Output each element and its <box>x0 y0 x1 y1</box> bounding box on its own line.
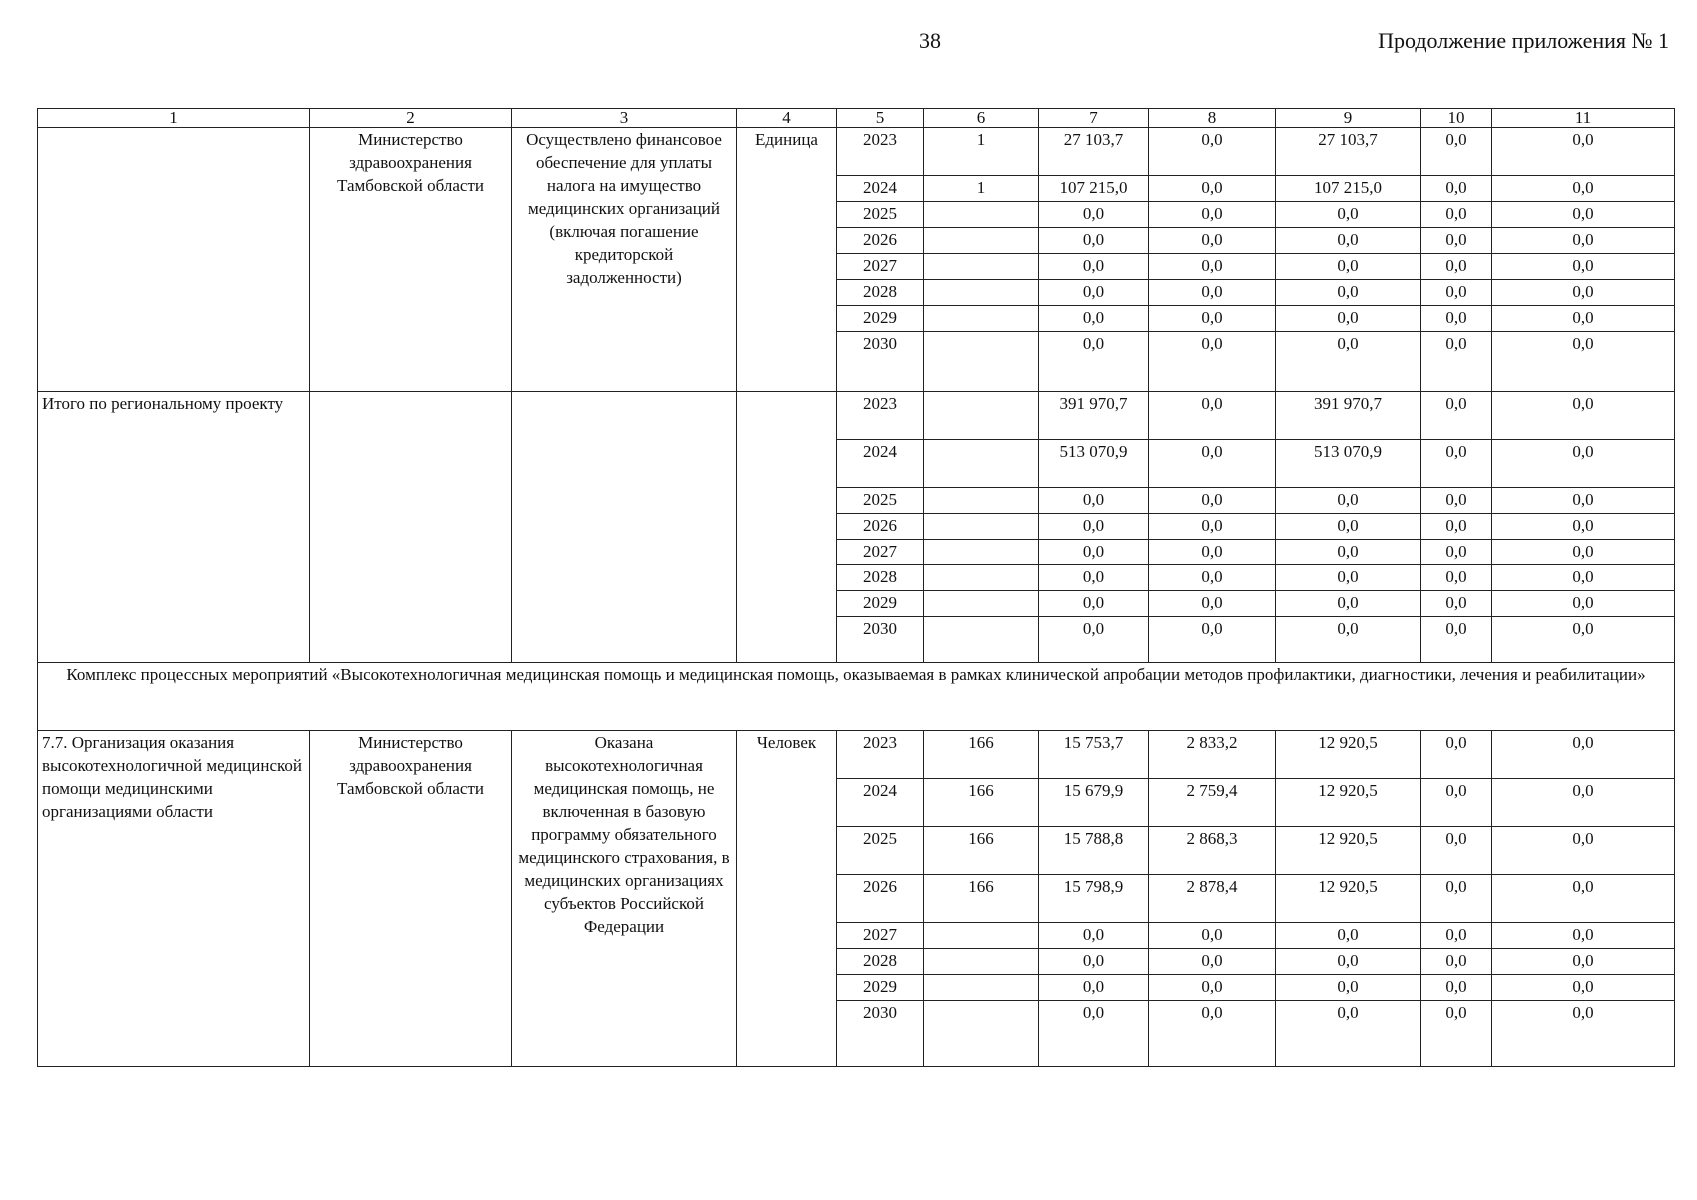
cell-amount: 0,0 <box>1276 923 1421 949</box>
cell-amount: 0,0 <box>1149 539 1276 565</box>
cell-amount: 0,0 <box>1421 779 1492 827</box>
cell-year: 2028 <box>837 949 924 975</box>
cell-amount: 0,0 <box>1492 391 1675 439</box>
cell-amount: 0,0 <box>1276 617 1421 663</box>
cell-year: 2029 <box>837 591 924 617</box>
cell-amount: 0,0 <box>1149 227 1276 253</box>
cell-amount: 15 753,7 <box>1039 731 1149 779</box>
cell-amount: 0,0 <box>1421 565 1492 591</box>
cell-amount: 0,0 <box>1149 923 1276 949</box>
cell-year: 2023 <box>837 731 924 779</box>
cell-value <box>924 591 1039 617</box>
cell-amount: 27 103,7 <box>1039 128 1149 176</box>
cell-year: 2026 <box>837 875 924 923</box>
cell-amount: 0,0 <box>1276 513 1421 539</box>
cell-amount: 0,0 <box>1492 176 1675 202</box>
cell-amount: 0,0 <box>1421 949 1492 975</box>
cell-amount: 0,0 <box>1149 487 1276 513</box>
cell-amount: 0,0 <box>1421 513 1492 539</box>
cell-amount: 0,0 <box>1149 949 1276 975</box>
cell-amount: 0,0 <box>1276 487 1421 513</box>
cell-amount: 0,0 <box>1492 305 1675 331</box>
cell-amount: 0,0 <box>1421 279 1492 305</box>
cell-amount: 0,0 <box>1276 565 1421 591</box>
cell-amount: 0,0 <box>1492 875 1675 923</box>
cell-amount: 0,0 <box>1421 253 1492 279</box>
cell-amount: 0,0 <box>1421 539 1492 565</box>
cell-amount: 0,0 <box>1421 331 1492 391</box>
cell-amount: 0,0 <box>1421 227 1492 253</box>
col-header: 7 <box>1039 109 1149 128</box>
cell-year: 2026 <box>837 227 924 253</box>
cell-amount: 0,0 <box>1149 391 1276 439</box>
cell-value: 166 <box>924 731 1039 779</box>
cell-unit: Человек <box>737 731 837 1067</box>
cell-amount: 0,0 <box>1421 391 1492 439</box>
cell-year: 2027 <box>837 539 924 565</box>
cell-year: 2024 <box>837 176 924 202</box>
cell-value: 1 <box>924 176 1039 202</box>
cell-amount: 0,0 <box>1421 176 1492 202</box>
cell-amount: 0,0 <box>1039 253 1149 279</box>
cell-amount: 0,0 <box>1276 253 1421 279</box>
cell-year: 2029 <box>837 975 924 1001</box>
cell-result: Осуществлено финансовое обеспечение для уплаты налога на имущество медицинских организаций (включая погашение кредиторской задолженности) <box>512 128 737 392</box>
cell-amount: 0,0 <box>1039 591 1149 617</box>
section-banner-row <box>38 663 1675 731</box>
cell-amount: 391 970,7 <box>1276 391 1421 439</box>
cell-amount: 0,0 <box>1421 827 1492 875</box>
cell-year: 2030 <box>837 617 924 663</box>
cell-year: 2029 <box>837 305 924 331</box>
cell-amount: 0,0 <box>1039 201 1149 227</box>
cell-amount: 0,0 <box>1039 923 1149 949</box>
section-banner: Комплекс процессных мероприятий «Высокотехнологичная медицинская помощь и медицинская помощь, оказываемая в рамках клинической апробации методов профилактики, диагностики, лечения и реабилитации» <box>38 663 1675 731</box>
cell-amount: 0,0 <box>1039 949 1149 975</box>
cell-value <box>924 513 1039 539</box>
cell-amount: 0,0 <box>1276 227 1421 253</box>
cell-amount: 2 833,2 <box>1149 731 1276 779</box>
cell-amount: 0,0 <box>1039 617 1149 663</box>
cell-value <box>924 617 1039 663</box>
cell-activity <box>38 128 310 392</box>
cell-year: 2024 <box>837 439 924 487</box>
col-header: 5 <box>837 109 924 128</box>
cell-value <box>924 539 1039 565</box>
cell-result: Оказана высокотехнологичная медицинская помощь, не включенная в базовую программу обязательного медицинского страхования, в медицинских организациях субъектов Российской Федерации <box>512 731 737 1067</box>
cell-amount: 0,0 <box>1421 975 1492 1001</box>
cell-result <box>512 391 737 663</box>
cell-year: 2023 <box>837 391 924 439</box>
cell-value <box>924 949 1039 975</box>
cell-amount: 107 215,0 <box>1276 176 1421 202</box>
cell-amount: 0,0 <box>1149 128 1276 176</box>
cell-amount: 0,0 <box>1492 949 1675 975</box>
cell-amount: 0,0 <box>1149 201 1276 227</box>
cell-amount: 27 103,7 <box>1276 128 1421 176</box>
cell-amount: 0,0 <box>1421 591 1492 617</box>
cell-amount: 0,0 <box>1276 1001 1421 1067</box>
cell-amount: 0,0 <box>1039 227 1149 253</box>
cell-amount: 0,0 <box>1492 731 1675 779</box>
page-number: 38 <box>919 28 941 53</box>
cell-amount: 12 920,5 <box>1276 875 1421 923</box>
cell-amount: 0,0 <box>1149 513 1276 539</box>
cell-activity: 7.7. Организация оказания высокотехнологичной медицинской помощи медицинскими организациями области <box>38 731 310 1067</box>
cell-amount: 0,0 <box>1492 923 1675 949</box>
cell-value <box>924 279 1039 305</box>
col-header: 2 <box>310 109 512 128</box>
table-row <box>38 391 1675 439</box>
cell-amount: 0,0 <box>1421 1001 1492 1067</box>
cell-amount: 0,0 <box>1421 201 1492 227</box>
col-header: 8 <box>1149 109 1276 128</box>
cell-amount: 0,0 <box>1492 975 1675 1001</box>
cell-value: 1 <box>924 128 1039 176</box>
cell-amount: 0,0 <box>1492 539 1675 565</box>
cell-amount: 0,0 <box>1276 591 1421 617</box>
cell-amount: 0,0 <box>1276 279 1421 305</box>
cell-amount: 0,0 <box>1039 279 1149 305</box>
cell-value <box>924 305 1039 331</box>
column-number-row <box>38 109 1675 128</box>
cell-value <box>924 391 1039 439</box>
cell-year: 2024 <box>837 779 924 827</box>
cell-amount: 0,0 <box>1276 949 1421 975</box>
cell-amount: 0,0 <box>1276 975 1421 1001</box>
cell-amount: 0,0 <box>1492 331 1675 391</box>
cell-amount: 107 215,0 <box>1039 176 1149 202</box>
cell-year: 2025 <box>837 201 924 227</box>
cell-year: 2027 <box>837 253 924 279</box>
cell-amount: 391 970,7 <box>1039 391 1149 439</box>
cell-year: 2025 <box>837 827 924 875</box>
cell-amount: 0,0 <box>1492 513 1675 539</box>
cell-amount: 0,0 <box>1276 201 1421 227</box>
cell-amount: 0,0 <box>1492 1001 1675 1067</box>
cell-amount: 0,0 <box>1421 617 1492 663</box>
cell-amount: 0,0 <box>1421 731 1492 779</box>
cell-year: 2023 <box>837 128 924 176</box>
cell-amount: 0,0 <box>1492 591 1675 617</box>
cell-year: 2026 <box>837 513 924 539</box>
cell-amount: 0,0 <box>1039 1001 1149 1067</box>
cell-amount: 0,0 <box>1149 305 1276 331</box>
cell-amount: 0,0 <box>1492 439 1675 487</box>
cell-value: 166 <box>924 875 1039 923</box>
cell-amount: 0,0 <box>1039 331 1149 391</box>
cell-activity: Итого по региональному проекту <box>38 391 310 663</box>
cell-amount: 0,0 <box>1276 539 1421 565</box>
cell-value <box>924 487 1039 513</box>
cell-amount: 513 070,9 <box>1276 439 1421 487</box>
table-row <box>38 128 1675 176</box>
cell-amount: 0,0 <box>1039 487 1149 513</box>
cell-amount: 0,0 <box>1492 565 1675 591</box>
col-header: 4 <box>737 109 837 128</box>
cell-amount: 0,0 <box>1492 253 1675 279</box>
cell-year: 2030 <box>837 331 924 391</box>
cell-value <box>924 439 1039 487</box>
cell-value: 166 <box>924 827 1039 875</box>
col-header: 9 <box>1276 109 1421 128</box>
cell-amount: 2 878,4 <box>1149 875 1276 923</box>
cell-amount: 0,0 <box>1039 565 1149 591</box>
cell-value <box>924 201 1039 227</box>
annex-title: Продолжение приложения № 1 <box>1378 28 1669 53</box>
cell-amount: 0,0 <box>1039 305 1149 331</box>
cell-amount: 0,0 <box>1492 617 1675 663</box>
cell-amount: 0,0 <box>1039 513 1149 539</box>
cell-amount: 0,0 <box>1276 331 1421 391</box>
cell-value: 166 <box>924 779 1039 827</box>
cell-year: 2027 <box>837 923 924 949</box>
cell-executor <box>310 391 512 663</box>
cell-amount: 0,0 <box>1492 487 1675 513</box>
cell-amount: 2 868,3 <box>1149 827 1276 875</box>
cell-year: 2028 <box>837 279 924 305</box>
cell-amount: 0,0 <box>1149 565 1276 591</box>
cell-amount: 0,0 <box>1421 923 1492 949</box>
cell-amount: 0,0 <box>1421 487 1492 513</box>
cell-unit <box>737 391 837 663</box>
cell-value <box>924 253 1039 279</box>
cell-amount: 15 679,9 <box>1039 779 1149 827</box>
cell-value <box>924 1001 1039 1067</box>
cell-amount: 0,0 <box>1039 975 1149 1001</box>
cell-year: 2025 <box>837 487 924 513</box>
cell-amount: 2 759,4 <box>1149 779 1276 827</box>
cell-amount: 0,0 <box>1149 975 1276 1001</box>
cell-amount: 15 788,8 <box>1039 827 1149 875</box>
cell-year: 2028 <box>837 565 924 591</box>
cell-amount: 513 070,9 <box>1039 439 1149 487</box>
cell-amount: 0,0 <box>1149 439 1276 487</box>
table-row <box>38 731 1675 779</box>
col-header: 11 <box>1492 109 1675 128</box>
cell-amount: 0,0 <box>1039 539 1149 565</box>
cell-value <box>924 975 1039 1001</box>
cell-amount: 0,0 <box>1421 875 1492 923</box>
budget-table <box>37 108 1675 1067</box>
cell-amount: 0,0 <box>1492 827 1675 875</box>
cell-amount: 0,0 <box>1492 128 1675 176</box>
cell-amount: 0,0 <box>1421 305 1492 331</box>
col-header: 3 <box>512 109 737 128</box>
cell-amount: 0,0 <box>1492 779 1675 827</box>
cell-amount: 0,0 <box>1149 591 1276 617</box>
cell-amount: 12 920,5 <box>1276 731 1421 779</box>
cell-amount: 12 920,5 <box>1276 827 1421 875</box>
cell-executor: Министерство здравоохранения Тамбовской области <box>310 731 512 1067</box>
cell-year: 2030 <box>837 1001 924 1067</box>
cell-amount: 0,0 <box>1492 279 1675 305</box>
col-header: 1 <box>38 109 310 128</box>
cell-amount: 0,0 <box>1276 305 1421 331</box>
cell-value <box>924 923 1039 949</box>
cell-value <box>924 565 1039 591</box>
cell-amount: 15 798,9 <box>1039 875 1149 923</box>
col-header: 10 <box>1421 109 1492 128</box>
cell-amount: 0,0 <box>1149 176 1276 202</box>
cell-amount: 0,0 <box>1492 227 1675 253</box>
cell-executor: Министерство здравоохранения Тамбовской области <box>310 128 512 392</box>
cell-value <box>924 331 1039 391</box>
col-header: 6 <box>924 109 1039 128</box>
cell-amount: 12 920,5 <box>1276 779 1421 827</box>
cell-value <box>924 227 1039 253</box>
cell-amount: 0,0 <box>1421 128 1492 176</box>
cell-amount: 0,0 <box>1149 617 1276 663</box>
cell-amount: 0,0 <box>1149 1001 1276 1067</box>
cell-amount: 0,0 <box>1149 279 1276 305</box>
cell-unit: Единица <box>737 128 837 392</box>
cell-amount: 0,0 <box>1149 331 1276 391</box>
cell-amount: 0,0 <box>1421 439 1492 487</box>
cell-amount: 0,0 <box>1149 253 1276 279</box>
cell-amount: 0,0 <box>1492 201 1675 227</box>
